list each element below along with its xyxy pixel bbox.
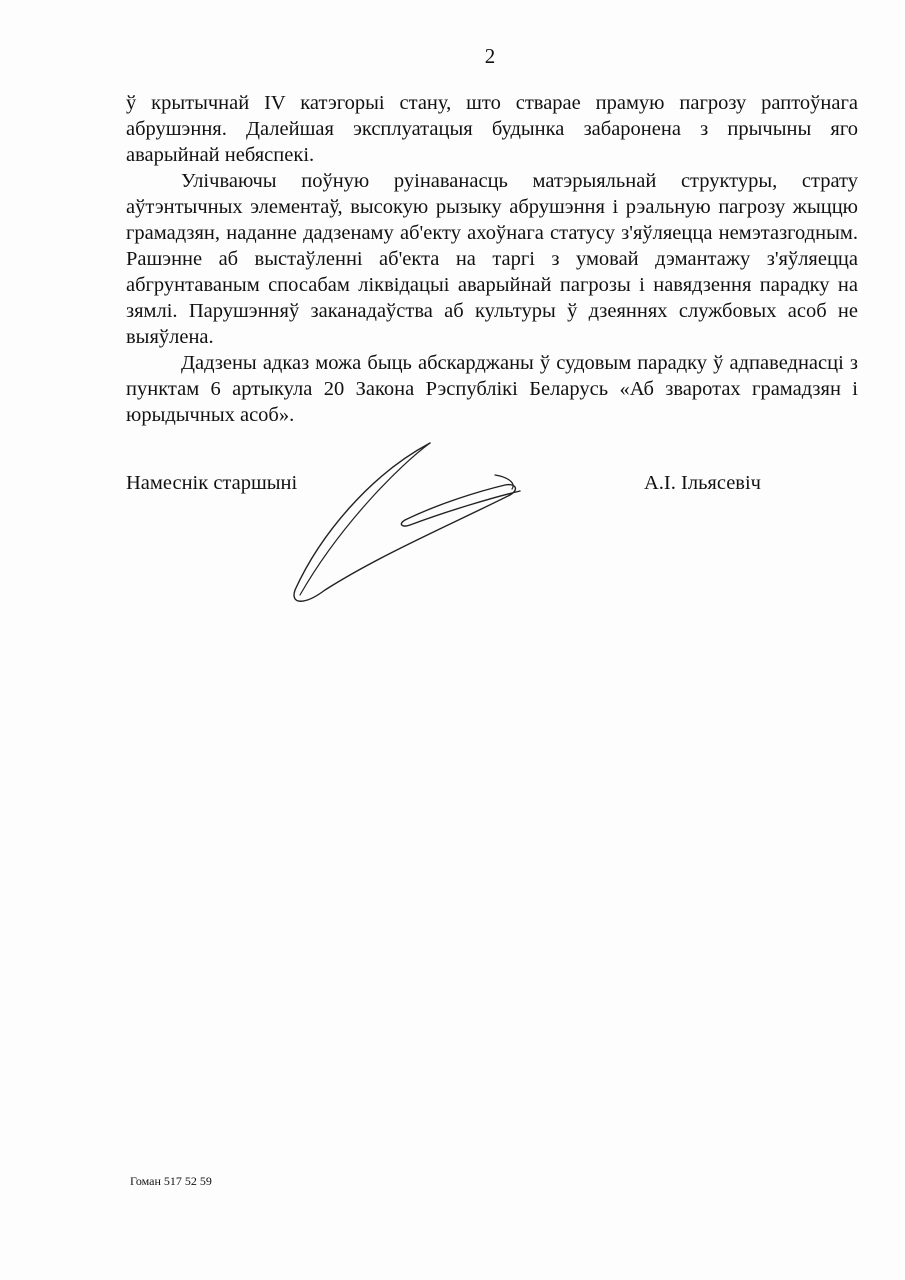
signatory-title: Намеснік старшыні [126, 472, 298, 494]
paragraph-3: Дадзены адказ можа быць абскарджаны ў судовым парадку ў адпаведнасці з пунктам 6 артыкула 20 Закона Рэспублікі Беларусь «Аб зваротах грамадзян і юрыдычных асоб». [126, 352, 858, 426]
signatory-name: А.І. Ільясевіч [644, 472, 761, 494]
letter-body [126, 90, 858, 428]
handwritten-signature [280, 405, 540, 625]
signature-stroke-secondary [300, 443, 430, 595]
paragraph-1: ў крытычнай IV катэгорыі стану, што стварае прамую пагрозу раптоўнага абрушэння. Далейшая эксплуатацыя будынка забаронена з прычыны яго аварыйнай небяспекі. [126, 92, 858, 166]
executor-contact: Гоман 517 52 59 [130, 1174, 212, 1188]
signature-stroke-main [294, 443, 520, 601]
paragraph-2: Улічваючы поўную руінаванасць матэрыяльнай структуры, страту аўтэнтычных элементаў, высокую рызыку абрушэння і рэальную пагрозу жыццю грамадзян, наданне дадзенаму аб'екту ахоўнага статусу з'яўляецца немэтазгодным. Рашэнне аб выстаўленні аб'екта на таргі з умовай дэмантажу з'яўляецца абгрунтаваным спосабам ліквідацыі аварыйнай пагрозы і навядзення парадку на зямлі. Парушэнняў заканадаўства аб культуры ў дзеяннях службовых асоб не выяўлена. [126, 170, 858, 348]
page-number: 2 [484, 44, 496, 68]
